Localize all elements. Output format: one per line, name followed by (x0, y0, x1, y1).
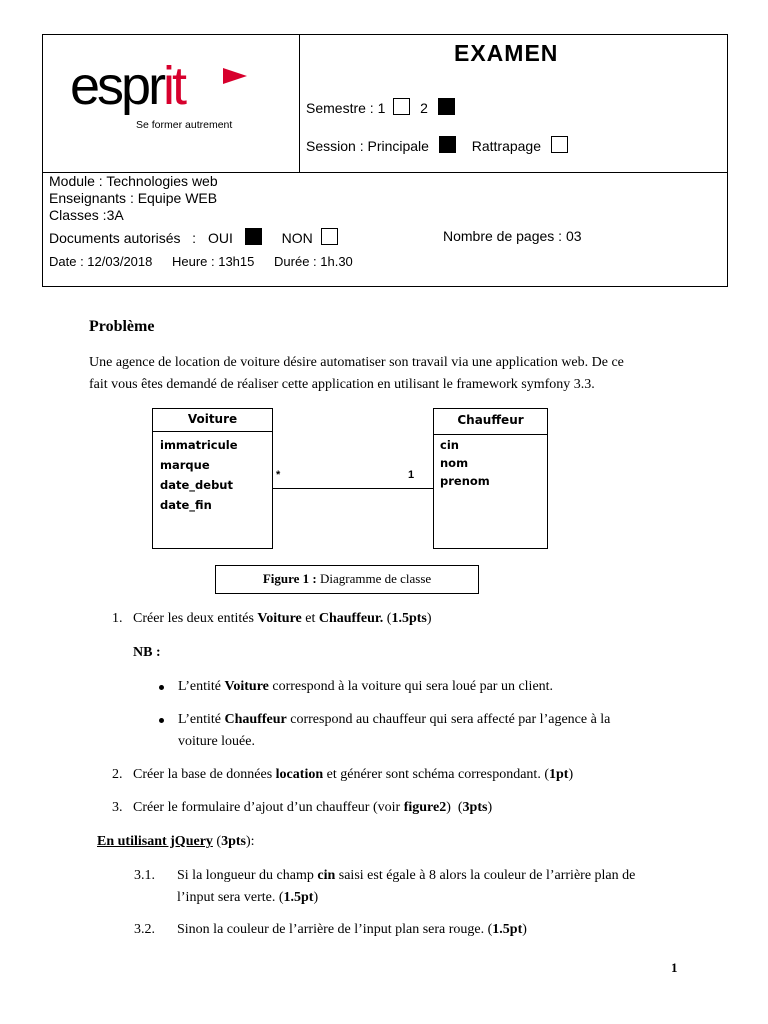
figure-caption-text: Diagramme de classe (316, 571, 432, 586)
module-line: Module : Technologies web (49, 173, 218, 189)
oui-label: OUI (207, 230, 233, 246)
uml-attr: cin (440, 438, 459, 452)
pages-count: Nombre de pages : 03 (443, 228, 582, 244)
problem-intro-line-2: fait vous êtes demandé de réaliser cette application en utilisant le framework symfony 3.3. (89, 377, 595, 392)
s31-number: 3.1. (134, 868, 155, 883)
semestre-row (306, 98, 455, 116)
figure-caption-box (215, 565, 479, 594)
s32-number: 3.2. (134, 922, 155, 937)
date-row (49, 254, 353, 269)
semestre-2-label: 2 (420, 100, 428, 116)
question-2: Créer la base de données location et générer sont schéma correspondant. (1pt) (133, 767, 574, 782)
question-3: Créer le formulaire d’ajout d’un chauffeur (voir figure2) (3pts) (133, 800, 493, 815)
page-number: 1 (671, 960, 678, 975)
problem-title: Problème (89, 318, 155, 335)
uml-multiplicity-left: * (276, 469, 281, 481)
session-label: Session : Principale (306, 138, 429, 154)
session-row (306, 136, 568, 154)
q1-number: 1. (112, 611, 123, 626)
subquestion-3-1: Si la longueur du champ cin saisi est égale à 8 alors la couleur de l’arrière plan de (177, 868, 636, 883)
uml-attr: marque (160, 458, 210, 472)
figure-caption-label: Figure 1 : (262, 571, 317, 586)
logo-wordmark-accent: it (163, 56, 185, 116)
logo-tagline: Se former autrement (136, 119, 233, 131)
bullet-1: L’entité Voiture correspond à la voiture qui sera loué par un client. (178, 679, 554, 694)
uml-class-chauffeur-name: Chauffeur (457, 413, 524, 427)
enseignants-line: Enseignants : Equipe WEB (49, 190, 218, 206)
oui-checkbox[interactable] (245, 228, 262, 245)
rattrapage-checkbox[interactable] (551, 136, 568, 153)
uml-attr: date_debut (160, 478, 233, 492)
non-checkbox[interactable] (321, 228, 338, 245)
semestre-2-checkbox[interactable] (438, 98, 455, 115)
uml-multiplicity-right: 1 (408, 469, 415, 481)
semestre-label: Semestre : 1 (306, 100, 386, 116)
question-1: Créer les deux entités Voiture et Chauffeur. (1.5pts) (133, 611, 432, 626)
q2-number: 2. (112, 767, 123, 782)
classes-line: Classes :3A (49, 207, 124, 223)
semestre-1-checkbox[interactable] (393, 98, 410, 115)
bullet-dot (159, 685, 164, 690)
esprit-logo (70, 56, 260, 134)
documents-label: Documents autorisés : (49, 230, 197, 246)
bullet-dot (159, 718, 164, 723)
uml-association-line (272, 488, 433, 489)
session-principale-checkbox[interactable] (439, 136, 456, 153)
rattrapage-label: Rattrapage (471, 138, 542, 154)
nb-label: NB : (133, 645, 161, 660)
uml-class-voiture (152, 408, 273, 549)
q3-number: 3. (112, 800, 123, 815)
exam-date: Date : 12/03/2018 (49, 254, 153, 269)
exam-duration: Durée : 1h.30 (274, 254, 353, 269)
exam-title: EXAMEN (454, 40, 559, 66)
non-label: NON (281, 230, 313, 246)
subquestion-3-2: Sinon la couleur de l’arrière de l’input plan sera rouge. (1.5pt) (177, 922, 527, 937)
bullet-2-continuation: voiture louée. (178, 734, 255, 749)
problem-intro-line-1: Une agence de location de voiture désire automatiser son travail via une application web. De ce (89, 355, 624, 370)
uml-attr: immatricule (160, 438, 238, 452)
logo-wordmark: espr (70, 56, 164, 116)
jquery-heading: En utilisant jQuery (3pts): (97, 834, 255, 849)
exam-time: Heure : 13h15 (171, 254, 255, 269)
uml-attr: date_fin (160, 498, 212, 512)
uml-attr: nom (440, 456, 469, 470)
bullet-2: L’entité Chauffeur correspond au chauffeur qui sera affecté par l’agence à la (178, 712, 611, 727)
subquestion-3-1-continuation: l’input sera verte. (1.5pt) (177, 890, 319, 905)
header-vertical-divider (299, 34, 300, 172)
uml-class-voiture-name: Voiture (187, 412, 238, 426)
uml-attr: prenom (440, 474, 490, 488)
logo-flag-icon (223, 68, 247, 84)
documents-row (49, 228, 338, 246)
uml-class-chauffeur (433, 408, 548, 549)
